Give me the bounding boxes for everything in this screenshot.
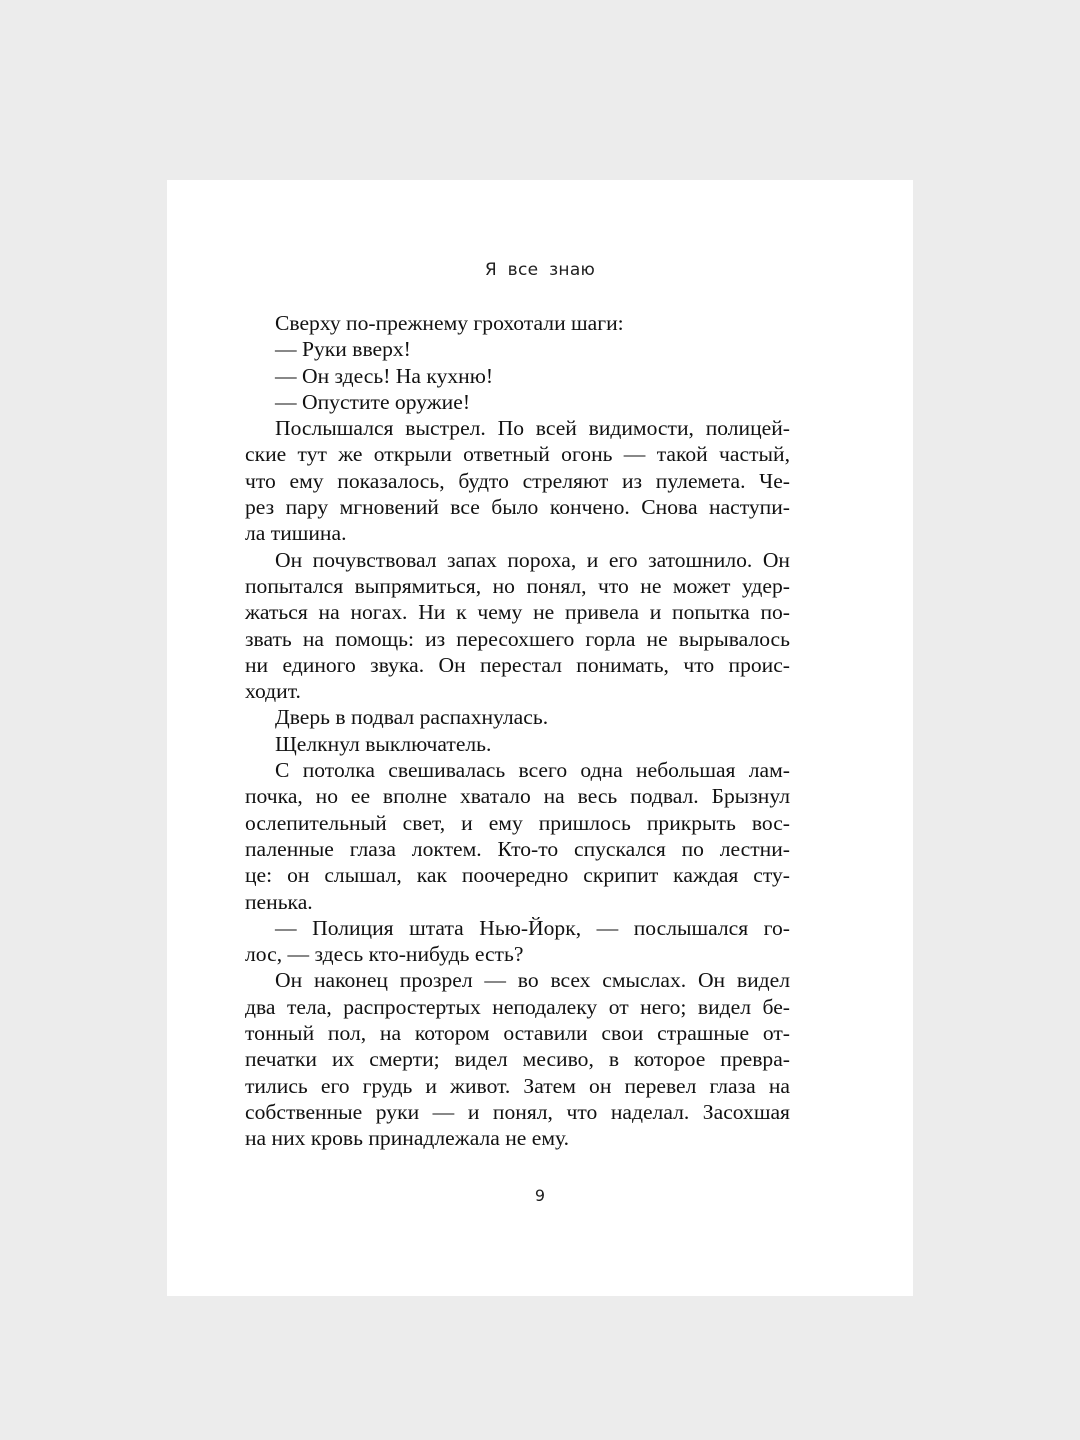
text-line: жаться на ногах. Ни к чему не привела и попытка по-	[245, 600, 790, 625]
text-line: — Он здесь! На кухню!	[275, 363, 494, 388]
page-number: 9	[534, 1186, 546, 1205]
text-line: ла тишина.	[245, 521, 347, 546]
text-line: звать на помощь: из пересохшего горла не вырывалось	[245, 626, 790, 651]
text-line: лос, — здесь кто-нибудь есть?	[245, 942, 524, 967]
text-line: — Полиция штата Нью-Йорк, — послышался го-	[275, 915, 790, 940]
text-line: собственные руки — и понял, что наделал. Засохшая	[245, 1099, 790, 1124]
text-line: печатки их смерти; видел месиво, в которое превра-	[245, 1047, 790, 1072]
text-line: что ему показалось, будто стреляют из пулемета. Че-	[245, 468, 790, 493]
running-head: Я все знаю	[484, 260, 596, 280]
text-line: на них кровь принадлежала не ему.	[245, 1126, 570, 1151]
text-line: Щелкнул выключатель.	[275, 731, 492, 756]
text-line: рез пару мгновений все было кончено. Снова наступи-	[245, 495, 790, 520]
text-line: Он почувствовал запах пороха, и его затошнило. Он	[275, 547, 790, 572]
text-line: ослепительный свет, и ему пришлось прикрыть вос-	[245, 810, 790, 835]
text-line: паленные глаза локтем. Кто-то спускался по лестни-	[245, 836, 790, 861]
text-line: ходит.	[245, 679, 301, 704]
text-line: — Опустите оружие!	[275, 389, 471, 414]
text-line: ни единого звука. Он перестал понимать, что проис-	[245, 652, 790, 677]
book-page	[167, 180, 913, 1296]
text-line: — Руки вверх!	[275, 337, 411, 362]
text-line: пенька.	[245, 889, 313, 914]
text-line: Послышался выстрел. По всей видимости, полицей-	[275, 416, 790, 441]
text-line: тонный пол, на котором оставили свои страшные от-	[245, 1021, 790, 1046]
text-line: ские тут же открыли ответный огонь — такой частый,	[245, 442, 790, 467]
text-line: Он наконец прозрел — во всех смыслах. Он видел	[275, 968, 790, 993]
text-line: попытался выпрямиться, но понял, что не может удер-	[245, 573, 790, 598]
text-line: два тела, распростертых неподалеку от него; видел бе-	[245, 994, 790, 1019]
text-line: це: он слышал, как поочередно скрипит каждая сту-	[245, 863, 790, 888]
text-line: Сверху по-прежнему грохотали шаги:	[275, 311, 624, 335]
text-line: почка, но ее вполне хватало на весь подвал. Брызнул	[245, 784, 790, 809]
text-line: Дверь в подвал распахнулась.	[275, 705, 549, 730]
text-line: С потолка свешивалась всего одна небольшая лам-	[275, 758, 790, 783]
body-text	[245, 310, 790, 1152]
text-line: тились его грудь и живот. Затем он перевел глаза на	[245, 1073, 790, 1098]
